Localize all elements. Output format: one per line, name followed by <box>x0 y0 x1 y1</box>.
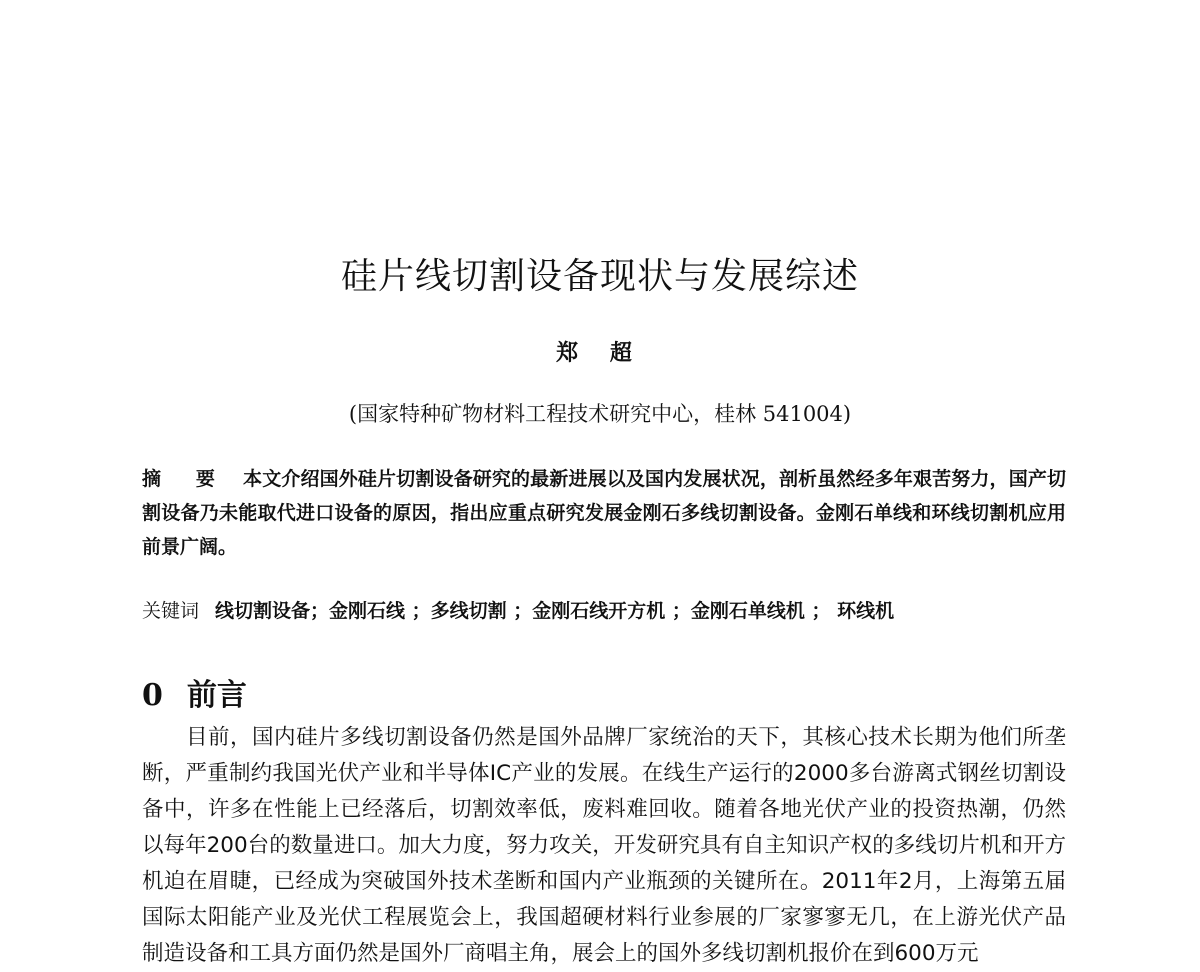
body-paragraph: 目前，国内硅片多线切割设备仍然是国外品牌厂家统治的天下，其核心技术长期为他们所垄断，严重制约我国光伏产业和半导体IC产业的发展。在线生产运行的2000多台游离式钢丝切割设备中，许多在性能上已经落后，切割效率低，废料难回收。随着各地光伏产业的投资热潮，仍然以每年200台的数量进口。加大力度，努力攻关，开发研究具有自主知识产权的多线切片机和开方机迫在眉睫，已经成为突破国外技术垄断和国内产业瓶颈的关键所在。2011年2月，上海第五届国际太阳能产业及光伏工程展览会上，我国超硬材料行业参展的厂家寥寥无几，在上游光伏产品制造设备和工具方面仍然是国外厂商唱主角，展会上的国外多线切割机报价在到600万元 <box>142 725 1066 966</box>
abstract-label: 摘 要 <box>142 468 230 490</box>
section-number: 0 <box>142 678 163 713</box>
section-heading <box>142 670 247 714</box>
abstract-text: 本文介绍国外硅片切割设备研究的最新进展以及国内发展状况，剖析虽然经多年艰苦努力，国产切割设备乃未能取代进口设备的原因，指出应重点研究发展金刚石多线切割设备。金刚石单线和环线切割机应用前景广阔。 <box>142 468 1066 558</box>
section-title: 前言 <box>186 678 247 713</box>
author-name: 郑 超 <box>556 340 644 366</box>
paper-title: 硅片线切割设备现状与发展综述 <box>340 256 859 297</box>
author-affiliation: (国家特种矿物材料工程技术研究中心，桂林 541004) <box>348 402 852 426</box>
abstract <box>142 462 1066 564</box>
keywords-text: 线切割设备；金刚石线 ；多线切割 ；金刚石线开方机 ；金刚石单线机 ； 环线机 <box>215 600 895 622</box>
keywords-label: 关键词 <box>142 600 200 622</box>
keywords <box>142 596 1066 623</box>
